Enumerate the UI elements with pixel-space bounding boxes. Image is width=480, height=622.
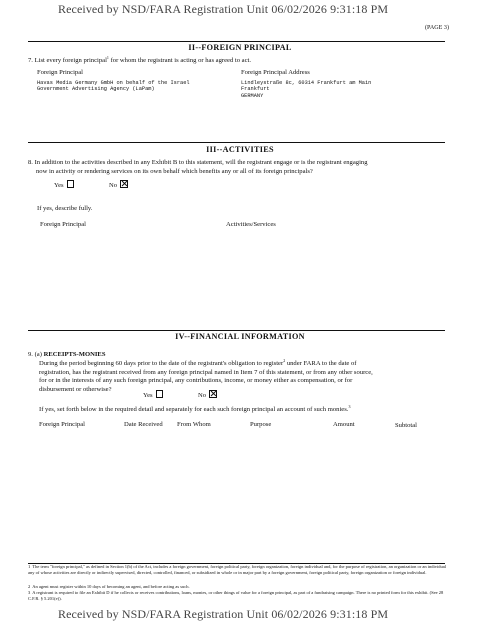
section2-rule xyxy=(28,41,445,42)
footnote-1: 1 The term "foreign principal," as defined in Section 1(b) of the Act, includes a foreign government, foreign political party, foreign organization, foreign individual and, for the purpose of registration, an organization or an individual any of whose activities are directly or indirectly supervised, directed, controlled, financed, or subsidized in whole or in major part by a foreign government, foreign political party, foreign organization or foreign individual. xyxy=(28,564,447,575)
question-8: 8. In addition to the activities described in any Exhibit B to this statement, will the registrant engage or is the registrant engaging now in activity or rendering services on its own behalf which benefits any or all of its foreign principals? xyxy=(28,159,368,175)
footnote-2: 2 An agent must register within 10 days of becoming an agent, and before acting as such. xyxy=(28,584,190,589)
col-foreign-principal-activities: Foreign Principal xyxy=(40,221,86,228)
q8-yes-checkbox[interactable] xyxy=(67,180,75,188)
col-foreign-principal-address: Foreign Principal Address xyxy=(241,69,310,76)
q8-no-option[interactable]: No xyxy=(109,180,128,189)
col-amount: Amount xyxy=(333,421,355,428)
received-stamp-top: Received by NSD/FARA Registration Unit 06/02/2026 9:31:18 PM xyxy=(58,2,389,16)
section3-title: III--ACTIVITIES xyxy=(206,145,274,154)
section3-rule xyxy=(28,142,445,143)
foreign-principal-name: Havas Media Germany GmbH on behalf of the Israel Government Advertising Agency (LaPam) xyxy=(37,80,190,93)
section2-title: II--FOREIGN PRINCIPAL xyxy=(188,43,292,52)
col-fin-foreign-principal: Foreign Principal xyxy=(39,421,85,428)
question-9a: 9. (a) RECEIPTS-MONIES xyxy=(28,351,106,358)
q9-yes-checkbox[interactable] xyxy=(156,390,164,398)
q8-no-checkbox[interactable] xyxy=(120,180,128,188)
page-label: (PAGE 3) xyxy=(425,25,449,31)
question-9a-text: During the period beginning 60 days prior to the date of the registrant's obligation to register$^2$ under FARA to the date of registration, has the registrant received from any foreign principal named in Item 7 of this statement, or from any other source, for or in the interests of any such foreign principal, any contributions, income, or money either as compensation, or for disbursement or otherwise? xyxy=(39,358,373,393)
col-date-received: Date Received xyxy=(124,421,163,428)
receipts-monies-heading: RECEIPTS-MONIES xyxy=(43,351,106,358)
q9-no-option[interactable]: No xyxy=(198,390,217,399)
col-purpose: Purpose xyxy=(250,421,272,428)
col-activities-services: Activities/Services xyxy=(226,221,276,228)
q9-if-yes: If yes, set forth below in the required detail and separately for each such foreign principal an account of such monies.$^3$ xyxy=(39,404,351,413)
footnote-3: 3 A registrant is required to file an Exhibit D if he collects or receives contributions, loans, monies, or other things of value for a foreign principal, as part of a fundraising campaign. There is no printed form for this exhibit. (See 28 C.F.R. § 5.201(e)). xyxy=(28,590,444,601)
q9-no-checkbox[interactable] xyxy=(209,390,217,398)
section4-title: IV--FINANCIAL INFORMATION xyxy=(175,332,305,341)
col-subtotal: Subtotal xyxy=(395,422,417,429)
col-foreign-principal: Foreign Principal xyxy=(37,69,83,76)
q8-yes-option[interactable]: Yes xyxy=(54,180,74,189)
q8-if-yes: If yes, describe fully. xyxy=(37,205,93,212)
foreign-principal-address: Lindleystraße 8c, 60314 Frankfurt am Main Frankfurt GERMANY xyxy=(241,80,372,99)
col-from-whom: From Whom xyxy=(177,421,211,428)
section4-rule xyxy=(28,330,445,331)
question-7: 7. List every foreign principal$^1$ for whom the registrant is acting or has agreed to act. xyxy=(28,55,252,64)
received-stamp-bottom: Received by NSD/FARA Registration Unit 06/02/2026 9:31:18 PM xyxy=(58,607,389,621)
q9-yes-option[interactable]: Yes xyxy=(143,390,163,399)
